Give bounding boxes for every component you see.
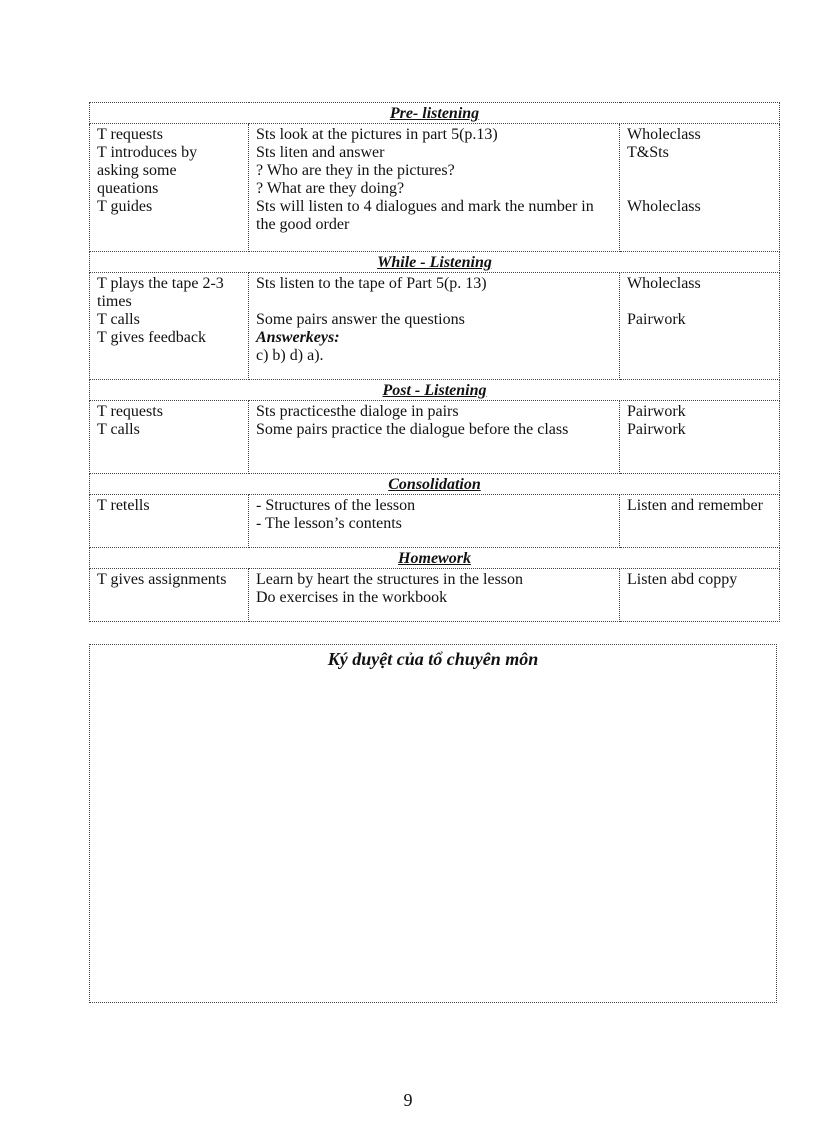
table-row <box>90 273 780 380</box>
teacher-activities-cell <box>90 569 249 622</box>
approval-title: Ký duyệt của tổ chuyên môn <box>327 649 539 669</box>
teacher-activity: T introduces by asking some queations <box>97 144 198 197</box>
student-activities-cell <box>249 124 620 252</box>
student-activity: - The lesson’s contents <box>256 515 402 532</box>
interaction-mode: Wholeclass <box>627 126 701 143</box>
teacher-activity: T requests <box>97 126 163 143</box>
interaction-mode: Pairwork <box>627 403 686 420</box>
spacer <box>627 293 772 311</box>
student-activity: Sts look at the pictures in part 5(p.13) <box>256 126 498 143</box>
student-activity: Do exercises in the workbook <box>256 589 448 606</box>
section-header-row <box>90 252 780 273</box>
table-row <box>90 401 780 474</box>
teacher-activity: T guides <box>97 198 153 215</box>
teacher-activity: T calls <box>97 421 140 438</box>
interaction-mode: Listen abd coppy <box>627 571 738 588</box>
student-activities-cell <box>249 401 620 474</box>
approval-box <box>89 644 777 1003</box>
student-activities-cell <box>249 273 620 380</box>
teacher-activities-cell <box>90 401 249 474</box>
interaction-mode: T&Sts <box>627 144 669 161</box>
student-activity: ? What are they doing? <box>256 180 405 197</box>
student-activity: - Structures of the lesson <box>256 497 416 514</box>
answer-keys-label: Answerkeys: <box>256 329 340 346</box>
student-activities-cell <box>249 495 620 548</box>
teacher-activity: T plays the tape 2-3 times <box>97 275 224 310</box>
interaction-mode-cell <box>620 124 780 252</box>
teacher-activity: T gives assignments <box>97 571 227 588</box>
section-title-post-listening: Post - Listening <box>90 380 780 401</box>
section-title-consolidation: Consolidation <box>90 474 780 495</box>
section-title-homework: Homework <box>90 548 780 569</box>
table-row <box>90 569 780 622</box>
interaction-mode-cell <box>620 401 780 474</box>
student-activity: ? Who are they in the pictures? <box>256 162 455 179</box>
student-activity: Sts practicesthe dialoge in pairs <box>256 403 459 420</box>
interaction-mode-cell <box>620 495 780 548</box>
section-header-row <box>90 474 780 495</box>
teacher-activities-cell <box>90 124 249 252</box>
section-header-row <box>90 548 780 569</box>
student-activity: Sts listen to the tape of Part 5(p. 13) <box>256 275 487 292</box>
student-activity: Learn by heart the structures in the lesson <box>256 571 524 588</box>
interaction-mode: Pairwork <box>627 421 686 438</box>
teacher-activities-cell <box>90 495 249 548</box>
interaction-mode-cell <box>620 569 780 622</box>
section-title-pre-listening: Pre- listening <box>90 103 780 124</box>
student-activity: Sts will listen to 4 dialogues and mark the number in the good order <box>256 198 594 233</box>
student-activity: Some pairs answer the questions <box>256 311 465 328</box>
section-header-row <box>90 380 780 401</box>
interaction-mode: Listen and remember <box>627 497 763 514</box>
section-title-while-listening: While - Listening <box>90 252 780 273</box>
interaction-mode-cell <box>620 273 780 380</box>
teacher-activity: T gives feedback <box>97 329 206 346</box>
teacher-activity: T requests <box>97 403 163 420</box>
spacer <box>627 162 772 180</box>
interaction-mode: Pairwork <box>627 311 686 328</box>
interaction-mode: Wholeclass <box>627 275 701 292</box>
teacher-activity: T calls <box>97 311 140 328</box>
spacer <box>256 293 612 311</box>
student-activity: Some pairs practice the dialogue before the class <box>256 421 569 438</box>
student-activity: Sts liten and answer <box>256 144 385 161</box>
interaction-mode: Wholeclass <box>627 198 701 215</box>
teacher-activity: T retells <box>97 497 150 514</box>
table-row <box>90 124 780 252</box>
page-number: 9 <box>403 1090 413 1110</box>
spacer <box>627 180 772 198</box>
student-activities-cell <box>249 569 620 622</box>
section-header-row <box>90 103 780 124</box>
answer-keys-value: c) b) d) a). <box>256 347 324 364</box>
table-row <box>90 495 780 548</box>
lesson-plan-table <box>89 102 780 622</box>
teacher-activities-cell <box>90 273 249 380</box>
